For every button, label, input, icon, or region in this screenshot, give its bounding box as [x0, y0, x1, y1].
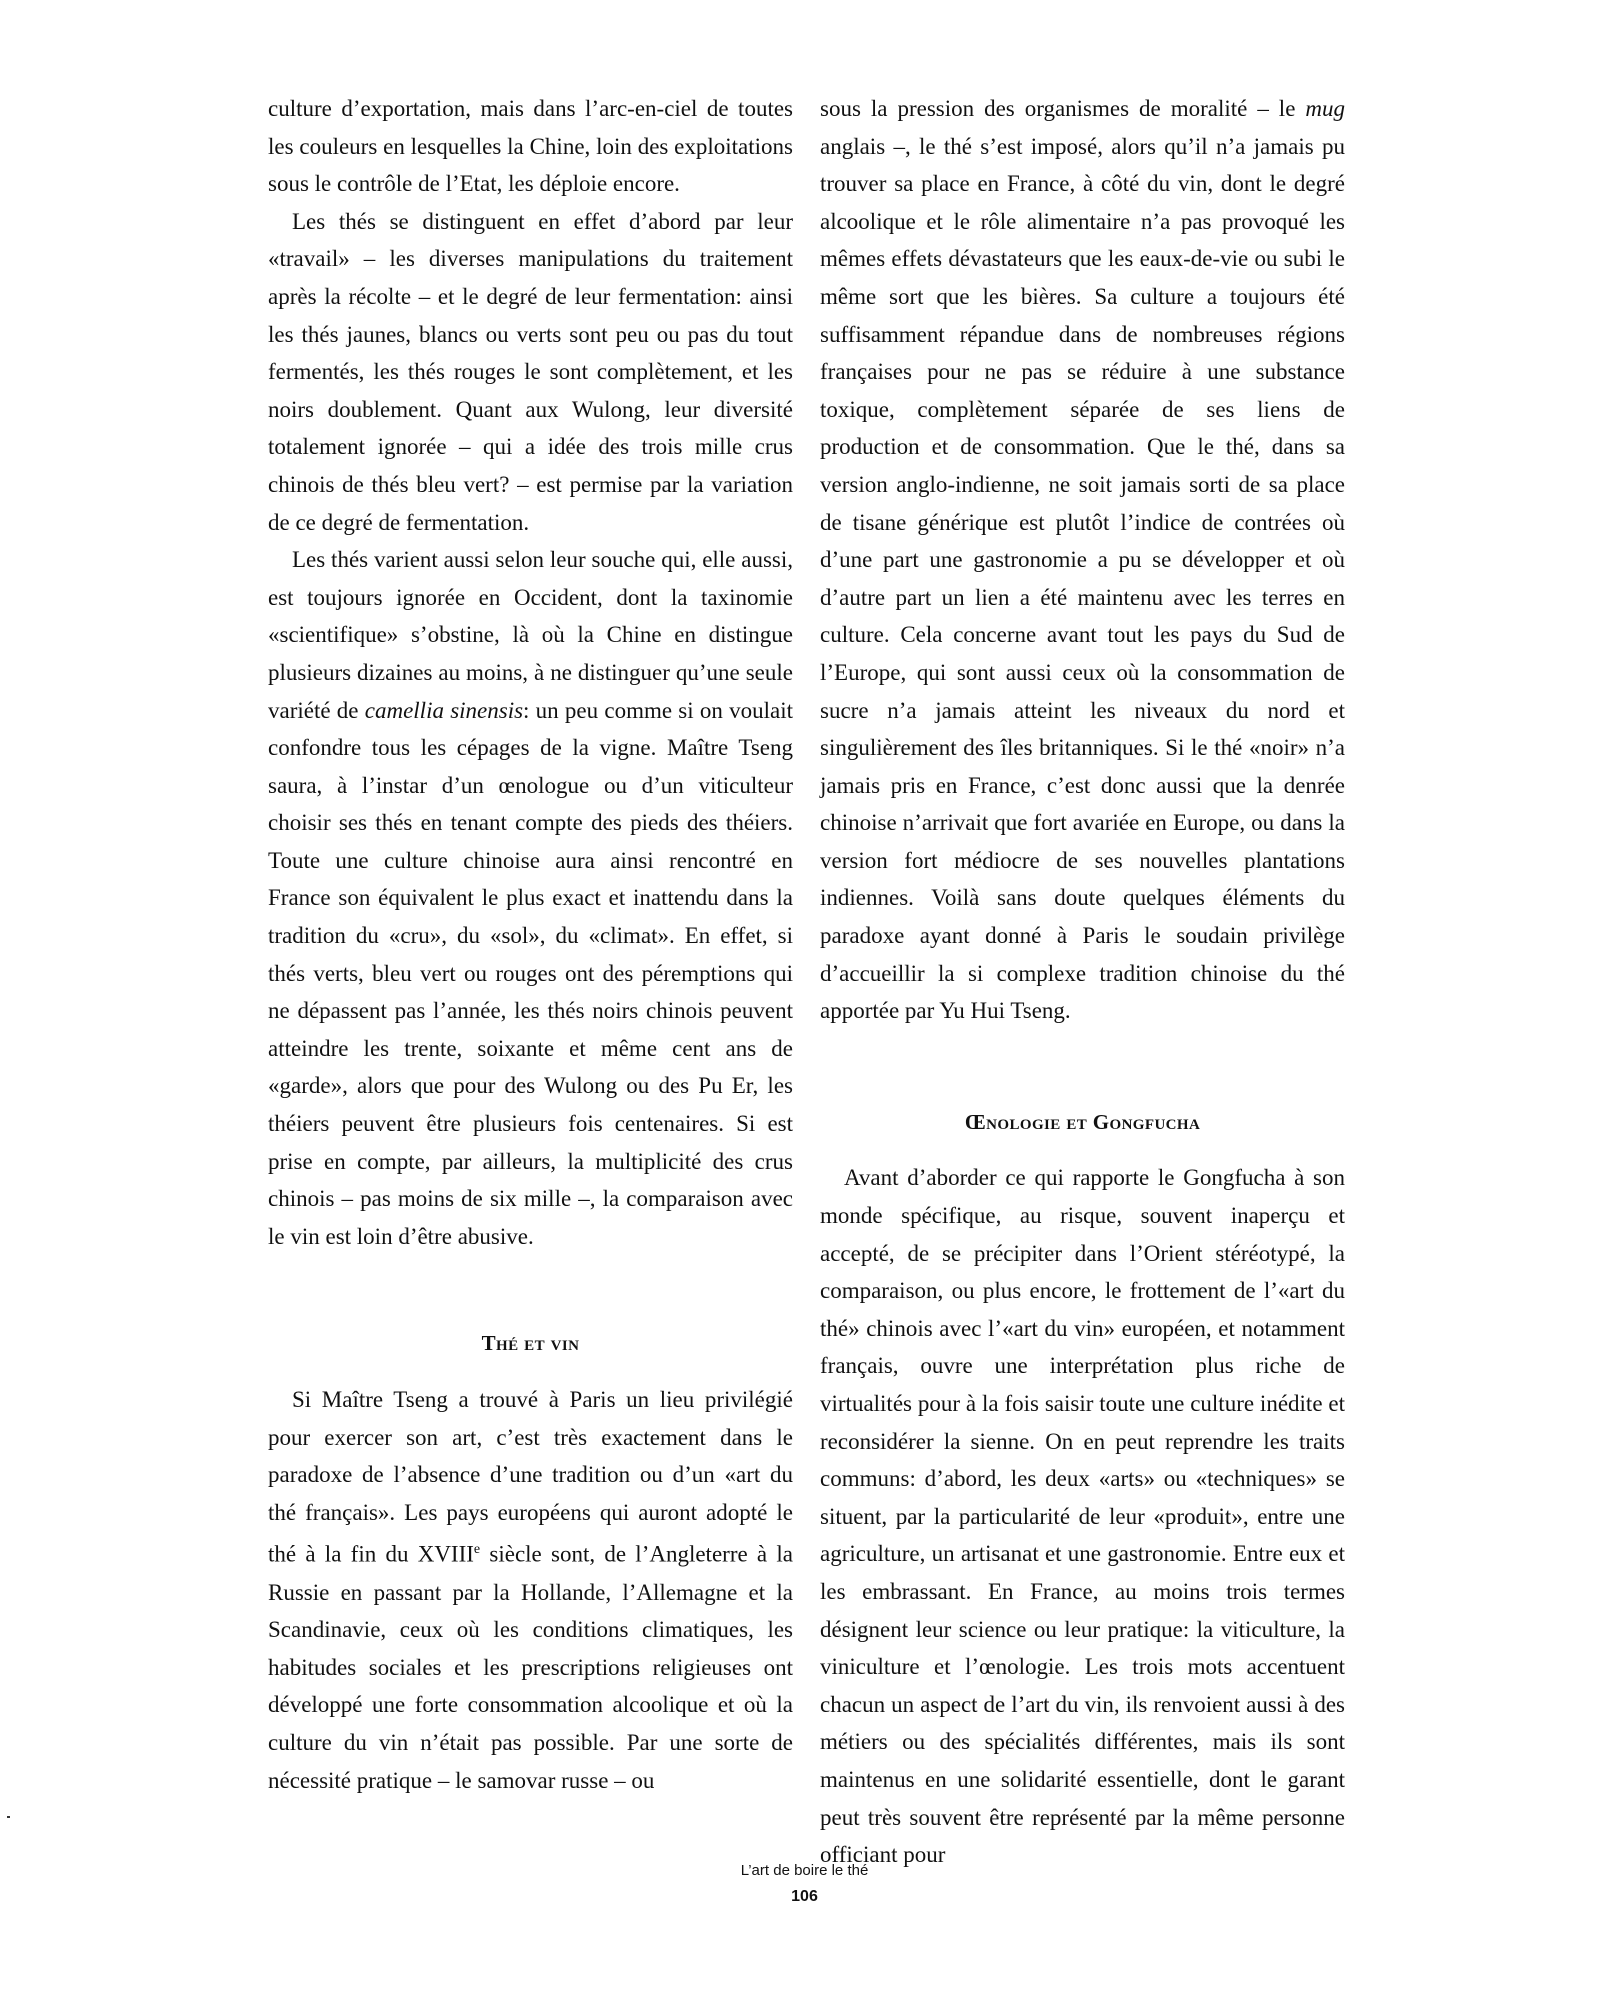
right-column: [820, 90, 1345, 1874]
paragraph: [268, 541, 793, 1255]
italic-term: camellia sinensis: [364, 697, 524, 723]
section-heading: Thé et vin: [481, 1331, 580, 1356]
paragraph: culture d’exportation, mais dans l’arc-en-ciel de toutes les couleurs en lesquelles la Chine, loin des exploitations sous le contrôle de l’Etat, les déploie encore.: [268, 96, 793, 197]
paragraph-text: anglais –, le thé s’est imposé, alors qu’il n’a jamais pu trouver sa place en France, à côté du vin, dont le degré alcoolique et le rôle alimentaire n’a pas provoqué les mêmes effets dévastateurs que les eaux-de-vie ou subi le même sort que les bières. Sa culture a toujours été suffisamment répandue dans de nombreuses régions françaises pour ne pas se réduire à une substance toxique, complètement séparée de ses liens de production et de consommation. Que le thé, dans sa version anglo-indienne, ne soit jamais sorti de sa place de tisane générique est plutôt l’indice de contrées où d’une part une gastronomie a pu se développer et où d’autre part un lien a été maintenu avec les terres en culture. Cela concerne avant tout les pays du Sud de l’Europe, qui sont aussi ceux où la consommation de sucre n’a jamais atteint les niveaux du nord et singulièrement des îles britanniques. Si le thé «noir» n’a jamais pris en France, c’est donc aussi que la denrée chinoise n’arrivait que fort avariée en Europe, ou dans la version fort médiocre de ses nouvelles plantations indiennes. Voilà sans doute quelques éléments du paradoxe ayant donné à Paris le soudain privilège d’accueillir la si complexe tradition chinoise du thé apportée par Yu Hui Tseng.: [820, 133, 1345, 1024]
left-column: [268, 90, 793, 1799]
page-number: 106: [791, 1888, 818, 1905]
italic-term: mug: [1305, 96, 1345, 121]
superscript: e: [473, 1542, 481, 1558]
paragraph: Les thés se distinguent en effet d’abord par leur «travail» – les diverses manipulations du traitement après la récolte – et le degré de leur fermentation: ainsi les thés jaunes, blancs ou verts sont peu ou pas du tout fermentés, les thés rouges le sont complètement, et les noirs doublement. Quant aux Wulong, leur diversité totalement ignorée – qui a idée des trois mille crus chinois de thés bleu vert? – est permise par la variation de ce degré de fermentation.: [268, 208, 793, 535]
paragraph-text: Les thés varient aussi selon leur souche qui, elle aussi, est toujours ignorée en Occident, dont la taxinomie «scientifique» s’obstine, là où la Chine en distingue plusieurs dizaines au moins, à ne distinguer qu’une seule variété de: [268, 547, 793, 723]
paragraph-text: Si Maître Tseng a trouvé à Paris un lieu privilégié pour exercer son art, c’est très exactement dans le paradoxe de l’absence d’une tradition ou d’un «art du thé français». Les pays européens qui auront adopté le thé à la fin du XVIII: [268, 1387, 793, 1568]
paragraph-text: : un peu comme si on voulait confondre tous les cépages de la vigne. Maître Tseng saura, à l’instar d’un œnologue ou d’un viticulteur choisir ses thés en tenant compte des pieds des théiers. Toute une culture chinoise aura ainsi rencontré en France son équivalent le plus exact et inattendu dans la tradition du «cru», du «sol», du «climat». En effet, si thés verts, bleu vert ou rouges ont des péremptions qui ne dépassent pas l’année, les thés noirs chinois peuvent atteindre les trente, soixante et même cent ans de «garde», alors que pour des Wulong ou des Pu Er, les théiers peuvent être plusieurs fois centenaires. Si est prise en compte, par ailleurs, la multiplicité des crus chinois – pas moins de six mille –, la comparaison avec le vin est loin d’être abusive.: [268, 697, 793, 1249]
paragraph: Avant d’aborder ce qui rapporte le Gongfucha à son monde spécifique, au risque, souvent inaperçu et accepté, de se précipiter dans l’Orient stéréotypé, la comparaison, ou plus encore, le frottement de l’«art du thé» chinois avec l’«art du vin» européen, et notamment français, ouvre une interprétation plus riche de virtualités pour à la fois saisir toute une culture inédite et reconsidérer la sienne. On en peut reprendre les traits communs: d’abord, les deux «arts» ou «techniques» se situent, par la particularité de leur «produit», entre une agriculture, un artisanat et une gastronomie. Entre eux et les embrassant. En France, au moins trois termes désignent leur science ou leur pratique: la viticulture, la viniculture et l’œnologie. Les trois mots accentuent chacun un aspect de l’art du vin, ils renvoient aussi à des métiers ou des spécialités différentes, mais ils sont maintenus en une solidarité essentielle, dont le garant peut très souvent être représenté par la même personne officiant pour: [820, 1165, 1345, 1868]
section-heading: Œnologie et Gongfucha: [964, 1109, 1201, 1134]
scan-speck: [7, 1816, 10, 1818]
running-footer-title: L’art de boire le thé: [740, 1862, 869, 1879]
paragraph: [268, 1381, 793, 1799]
paragraph-text: sous la pression des organismes de moralité – le: [820, 96, 1306, 121]
paragraph: [820, 90, 1345, 1030]
paragraph-text: siècle sont, de l’Angleterre à la Russie en passant par la Hollande, l’Allemagne et la Scandinavie, ceux où les conditions climatiques, les habitudes sociales et les prescriptions religieuses ont développé une forte consommation alcoolique et où la culture du vin n’était pas possible. Par une sorte de nécessité pratique – le samovar russe – ou: [268, 1542, 793, 1793]
